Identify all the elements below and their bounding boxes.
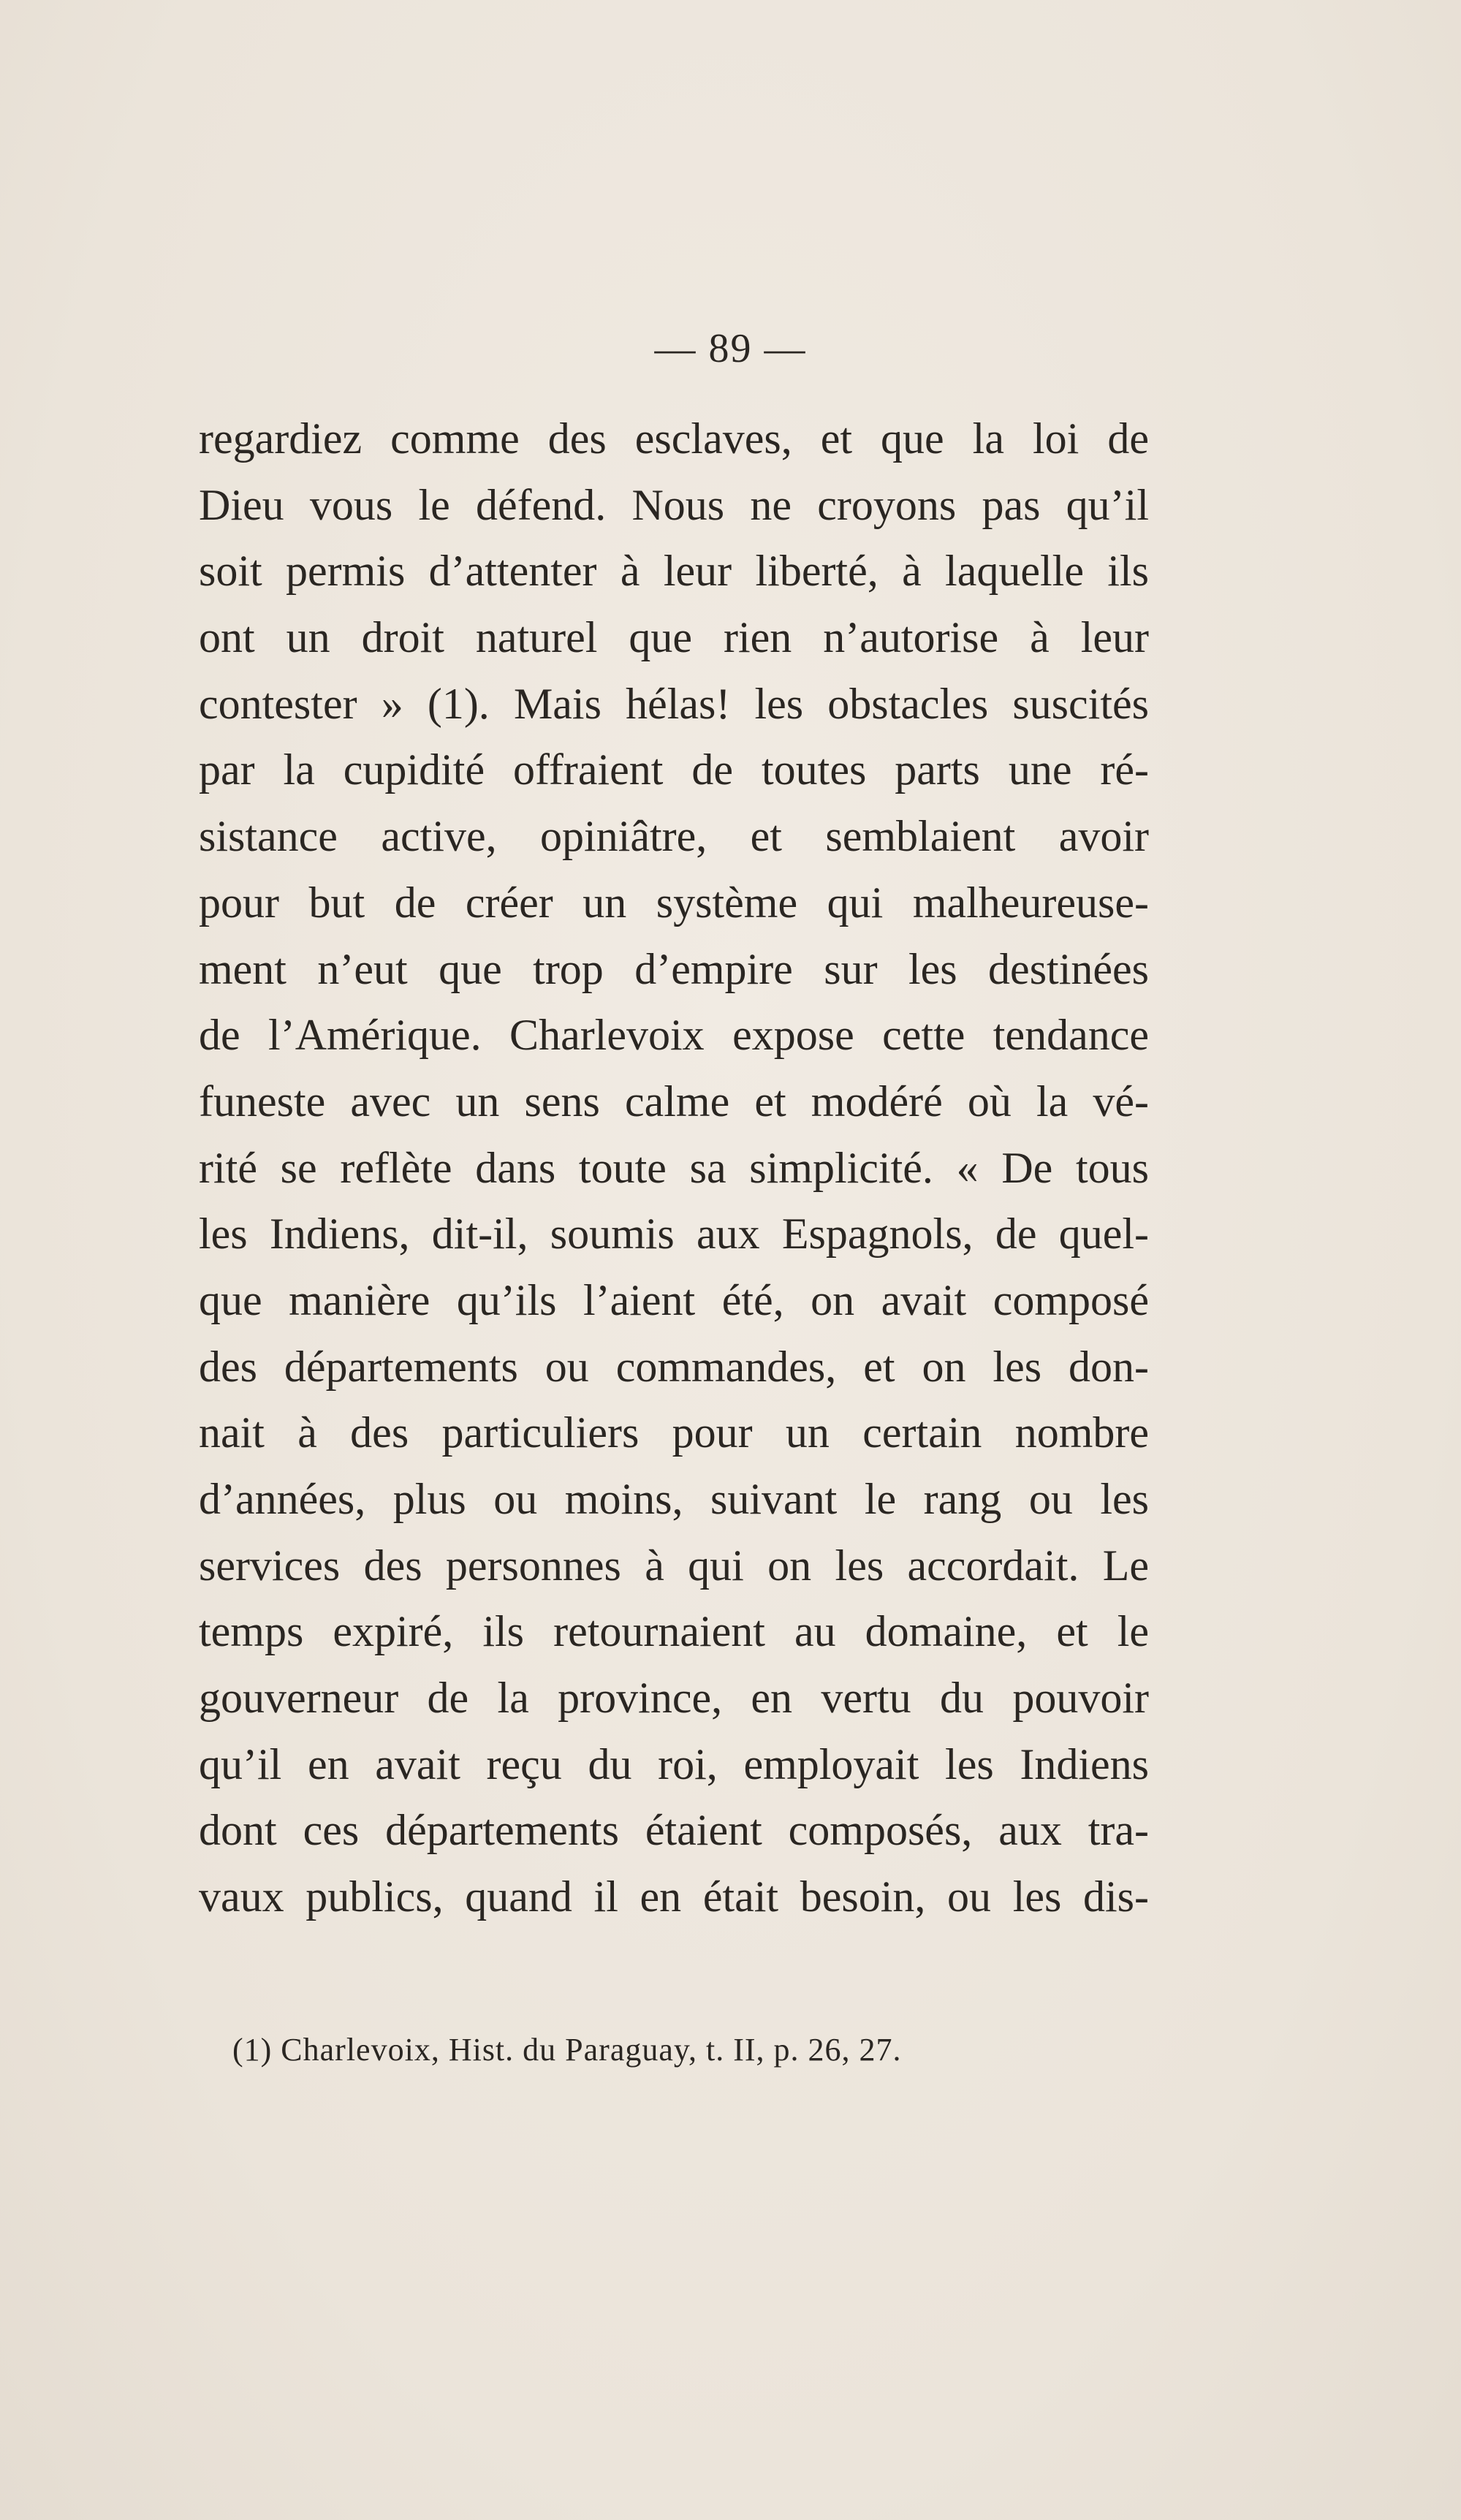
text-line: pour but de créer un système qui malheureuse- <box>199 878 1149 927</box>
text-line: Dieu vous le défend. Nous ne croyons pas qu’il <box>199 480 1149 529</box>
text-line: qu’il en avait reçu du roi, employait les Indiens <box>199 1739 1149 1788</box>
text-line: ont un droit naturel que rien n’autorise à leur <box>199 613 1149 662</box>
text-line: ment n’eut que trop d’empire sur les destinées <box>199 944 1149 993</box>
text-line: contester » (1). Mais hélas! les obstacles suscités <box>199 679 1149 728</box>
text-line: gouverneur de la province, en vertu du pouvoir <box>199 1674 1149 1723</box>
text-line: temps expiré, ils retournaient au domaine, et le <box>199 1607 1149 1656</box>
text-line: d’années, plus ou moins, suivant le rang ou les <box>199 1475 1149 1523</box>
text-line: services des personnes à qui on les accordait. Le <box>199 1541 1149 1590</box>
text-line: soit permis d’attenter à leur liberté, à laquelle ils <box>199 547 1149 596</box>
text-line: rité se reflète dans toute sa simplicité. « De tous <box>199 1143 1149 1192</box>
text-line: que manière qu’ils l’aient été, on avait composé <box>199 1275 1149 1324</box>
text-line: vaux publics, quand il en était besoin, ou les dis- <box>199 1872 1149 1921</box>
text-line: les Indiens, dit-il, soumis aux Espagnols, de quel- <box>199 1210 1149 1259</box>
text-line: par la cupidité offraient de toutes parts une ré- <box>199 745 1149 794</box>
text-line: regardiez comme des esclaves, et que la loi de <box>199 414 1149 463</box>
text-line: des départements ou commandes, et on les don- <box>199 1342 1149 1391</box>
text-line: dont ces départements étaient composés, aux tra- <box>199 1806 1149 1855</box>
text-line: de l’Amérique. Charlevoix expose cette tendance <box>199 1011 1149 1060</box>
footnote: (1) Charlevoix, Hist. du Paraguay, t. II, p. 26, 27. <box>232 2032 902 2068</box>
text-line: nait à des particuliers pour un certain nombre <box>199 1408 1149 1457</box>
text-line: sistance active, opiniâtre, et semblaient avoir <box>199 812 1149 861</box>
text-line: funeste avec un sens calme et modéré où la vé- <box>199 1077 1149 1126</box>
page-number: — 89 — <box>654 326 807 371</box>
body-text <box>199 406 1149 1930</box>
